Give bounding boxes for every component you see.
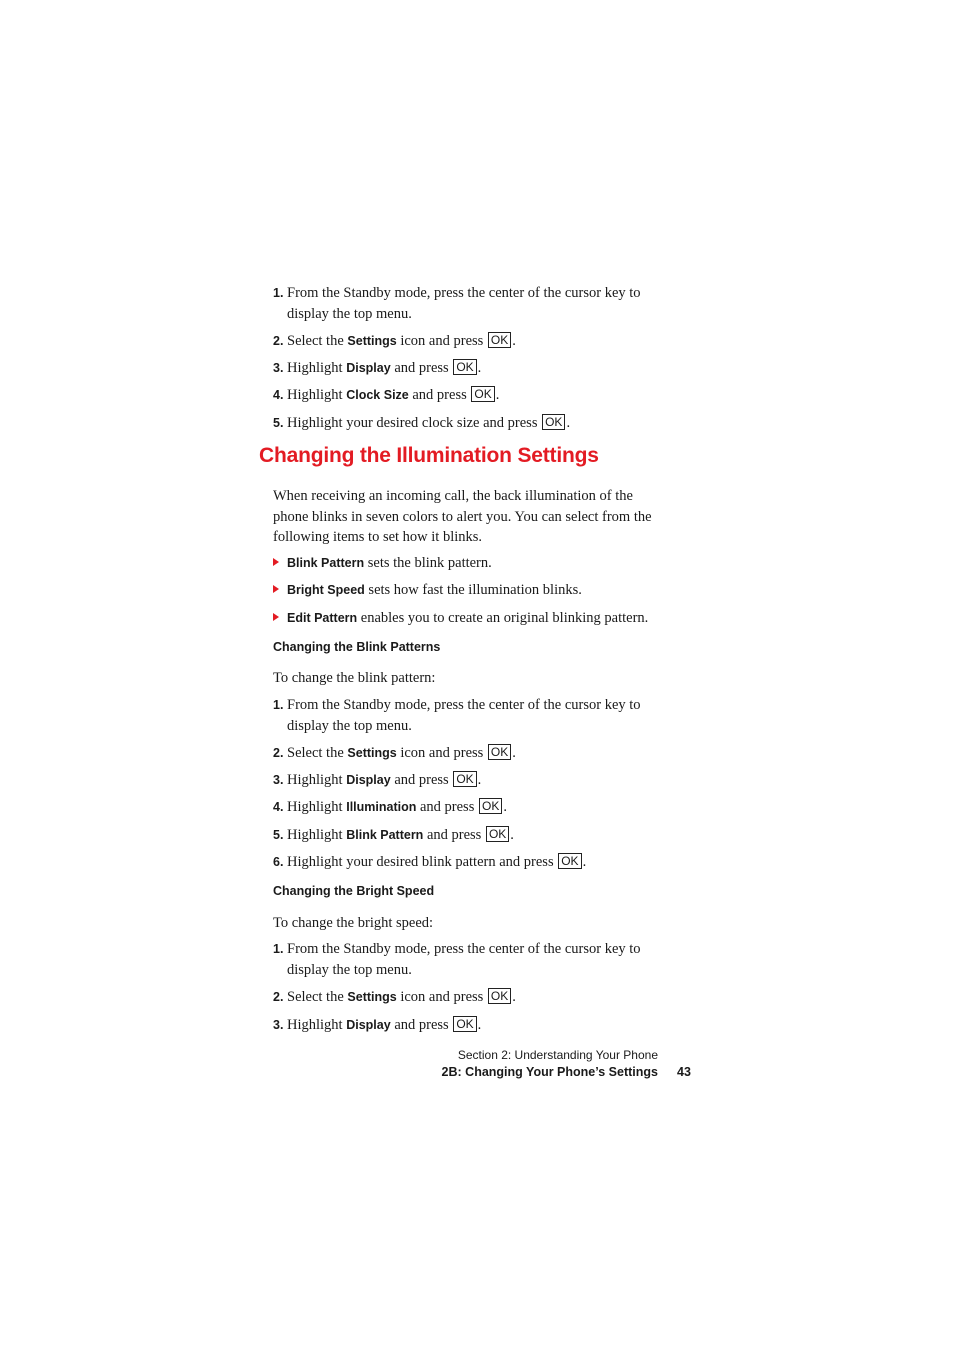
lead-text: To change the blink pattern: bbox=[273, 670, 436, 686]
ok-key-icon: OK bbox=[453, 1016, 476, 1032]
ok-key-icon: OK bbox=[471, 386, 494, 402]
menu-name: Display bbox=[346, 773, 391, 787]
menu-name: Clock Size bbox=[346, 388, 409, 402]
step-number: 3. bbox=[273, 361, 284, 375]
step-number: 3. bbox=[273, 773, 284, 787]
step-text: Select the bbox=[287, 989, 348, 1005]
intro-paragraph: When receiving an incoming call, the back illumination of the phone blinks in seven colors to alert you. You can select from the following items to set how it blinks. bbox=[273, 488, 652, 545]
step-number: 4. bbox=[273, 800, 284, 814]
step-item: 4. Highlight Illumination and press OK . bbox=[273, 797, 673, 818]
step-number: 5. bbox=[273, 416, 284, 430]
step-text: and press bbox=[408, 387, 471, 403]
step-text: Highlight bbox=[287, 387, 347, 403]
step-number: 5. bbox=[273, 828, 284, 842]
step-number: 1. bbox=[273, 698, 284, 712]
step-item: 2. Select the Settings icon and press OK . bbox=[273, 987, 673, 1008]
option-description: sets the blink pattern. bbox=[364, 555, 492, 571]
step-text: Highlight bbox=[287, 772, 347, 788]
menu-name: Settings bbox=[347, 746, 397, 760]
subsection-heading: Changing the Bright Speed bbox=[273, 884, 435, 898]
ok-key-icon: OK bbox=[542, 414, 565, 430]
step-item: 3. Highlight Display and press OK . bbox=[273, 1015, 673, 1036]
step-text: and press bbox=[416, 799, 478, 815]
ok-key-icon: OK bbox=[486, 826, 509, 842]
menu-name: Illumination bbox=[346, 800, 417, 814]
ok-key-icon: OK bbox=[453, 359, 476, 375]
ok-key-icon: OK bbox=[479, 798, 502, 814]
step-number: 3. bbox=[273, 1018, 284, 1032]
step-item bbox=[273, 695, 673, 736]
lead-text: To change the bright speed: bbox=[273, 915, 434, 931]
step-item: 3. Highlight Display and press OK . bbox=[273, 358, 673, 379]
step-number: 2. bbox=[273, 746, 284, 760]
step-text: and press bbox=[423, 827, 485, 843]
step-text: icon and press bbox=[396, 745, 487, 761]
step-number: 1. bbox=[273, 942, 284, 956]
step-text: icon and press bbox=[396, 333, 487, 349]
step-text: From the Standby mode, press the center of the cursor key to display the top menu. bbox=[287, 941, 641, 978]
step-text: and press bbox=[390, 360, 453, 376]
page-number: 43 bbox=[677, 1065, 691, 1079]
step-text: Highlight bbox=[287, 360, 347, 376]
step-text: Select the bbox=[287, 333, 348, 349]
step-item: 5. Highlight your desired clock size and press OK . bbox=[273, 413, 673, 434]
step-item bbox=[273, 283, 673, 324]
bullet-arrow-icon bbox=[273, 585, 279, 593]
ok-key-icon: OK bbox=[488, 744, 511, 760]
step-text: and press bbox=[390, 1017, 453, 1033]
option-description: sets how fast the illumination blinks. bbox=[364, 582, 582, 598]
ok-key-icon: OK bbox=[453, 771, 476, 787]
step-text: icon and press bbox=[396, 989, 487, 1005]
step-item: 3. Highlight Display and press OK . bbox=[273, 770, 673, 791]
step-text: and press bbox=[390, 772, 453, 788]
bullet-arrow-icon bbox=[273, 558, 279, 566]
step-text: Highlight bbox=[287, 799, 347, 815]
ok-key-icon: OK bbox=[558, 853, 581, 869]
step-number: 2. bbox=[273, 990, 284, 1004]
step-number: 4. bbox=[273, 388, 284, 402]
list-item bbox=[273, 580, 673, 601]
list-item bbox=[273, 553, 673, 574]
step-number: 1. bbox=[273, 286, 284, 300]
step-text: Highlight your desired clock size and press bbox=[287, 415, 542, 431]
option-name: Blink Pattern bbox=[287, 556, 365, 570]
option-description: enables you to create an original blinking pattern. bbox=[357, 610, 649, 626]
option-name: Edit Pattern bbox=[287, 611, 358, 625]
subsection-heading: Changing the Blink Patterns bbox=[273, 640, 441, 654]
step-number: 2. bbox=[273, 334, 284, 348]
step-item: 2. Select the Settings icon and press OK . bbox=[273, 743, 673, 764]
bullet-arrow-icon bbox=[273, 613, 279, 621]
menu-name: Settings bbox=[347, 990, 397, 1004]
menu-name: Settings bbox=[347, 334, 397, 348]
ok-key-icon: OK bbox=[488, 988, 511, 1004]
list-item bbox=[273, 608, 673, 629]
step-number: 6. bbox=[273, 855, 284, 869]
step-text: Highlight bbox=[287, 827, 347, 843]
step-text: Highlight bbox=[287, 1017, 347, 1033]
step-item bbox=[273, 939, 673, 980]
section-title: Changing the Illumination Settings bbox=[259, 444, 599, 467]
footer-section: Section 2: Understanding Your Phone bbox=[457, 1048, 658, 1062]
menu-name: Display bbox=[346, 361, 391, 375]
step-text: From the Standby mode, press the center of the cursor key to display the top menu. bbox=[287, 285, 641, 322]
menu-name: Display bbox=[346, 1018, 391, 1032]
step-text: From the Standby mode, press the center of the cursor key to display the top menu. bbox=[287, 697, 641, 734]
step-item: 2. Select the Settings icon and press OK . bbox=[273, 331, 673, 352]
footer-chapter: 2B: Changing Your Phone’s Settings bbox=[441, 1065, 658, 1079]
ok-key-icon: OK bbox=[488, 332, 511, 348]
step-text: Highlight your desired blink pattern and press bbox=[287, 854, 558, 870]
step-item: 6. Highlight your desired blink pattern and press OK . bbox=[273, 852, 673, 873]
option-name: Bright Speed bbox=[287, 583, 365, 597]
step-item: 4. Highlight Clock Size and press OK . bbox=[273, 385, 673, 406]
menu-name: Blink Pattern bbox=[346, 828, 424, 842]
step-text: Select the bbox=[287, 745, 348, 761]
step-item: 5. Highlight Blink Pattern and press OK . bbox=[273, 825, 673, 846]
